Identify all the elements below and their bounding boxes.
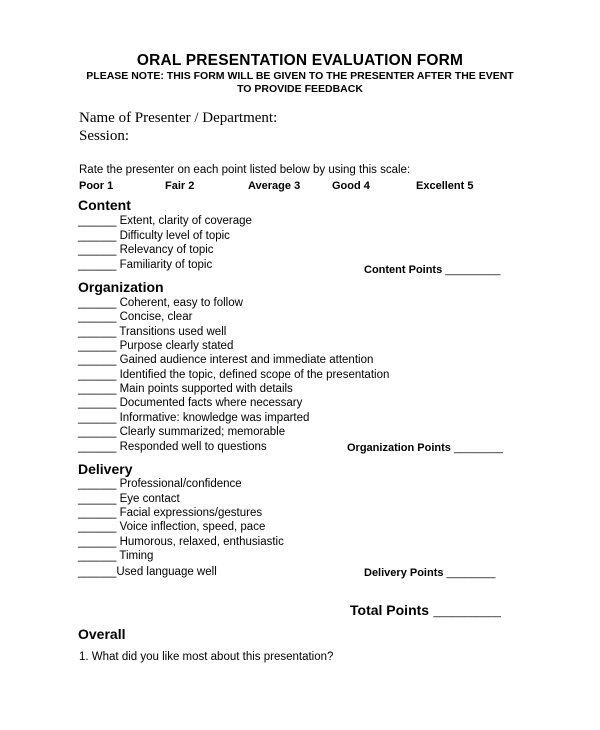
organization-item[interactable]: ______ Concise, clear [78, 311, 193, 323]
delivery-item[interactable]: ______ Facial expressions/gestures [78, 507, 263, 519]
organization-item[interactable]: ______ Main points supported with details [78, 383, 293, 395]
total-points-label: Total Points [350, 602, 430, 618]
content-heading: Content [78, 197, 131, 213]
delivery-item[interactable]: ______Used language well [78, 566, 217, 578]
scale-good: Good 4 [332, 180, 370, 192]
overall-heading: Overall [78, 626, 126, 642]
delivery-item[interactable]: ______ Voice inflection, speed, pace [78, 521, 266, 533]
content-item[interactable]: ______ Difficulty level of topic [78, 230, 230, 242]
delivery-points[interactable] [364, 567, 496, 579]
organization-item[interactable]: ______ Documented facts where necessary [78, 397, 303, 409]
organization-item[interactable]: ______ Coherent, easy to follow [78, 297, 243, 309]
content-item[interactable]: ______ Familiarity of topic [78, 259, 213, 271]
note-line-2: TO PROVIDE FEEDBACK [237, 83, 363, 95]
organization-heading: Organization [78, 279, 164, 295]
organization-item[interactable]: ______ Gained audience interest and immediate attention [78, 354, 374, 366]
organization-points-label: Organization Points [347, 442, 451, 454]
organization-item[interactable]: ______ Transitions used well [78, 326, 227, 338]
delivery-item[interactable]: ______ Professional/confidence [78, 478, 242, 490]
session-field[interactable]: Session: [79, 128, 130, 144]
organization-item[interactable]: ______ Identified the topic, defined scope of the presentation [78, 369, 390, 381]
note-line-1: PLEASE NOTE: THIS FORM WILL BE GIVEN TO THE PRESENTER AFTER THE EVENT [86, 70, 514, 82]
organization-item[interactable]: ______ Purpose clearly stated [78, 340, 234, 352]
delivery-points-blank[interactable]: ________ [446, 567, 496, 579]
content-item[interactable]: ______ Extent, clarity of coverage [78, 215, 252, 227]
delivery-item[interactable]: ______ Timing [78, 550, 154, 562]
delivery-item[interactable]: ______ Eye contact [78, 493, 180, 505]
content-points-label: Content Points [364, 264, 443, 276]
presenter-field[interactable]: Name of Presenter / Department: [79, 110, 278, 126]
organization-item[interactable]: ______ Responded well to questions [78, 441, 267, 453]
scale-intro: Rate the presenter on each point listed below by using this scale: [79, 164, 411, 176]
organization-points[interactable] [347, 442, 503, 454]
scale-fair: Fair 2 [165, 180, 195, 192]
organization-points-blank[interactable]: ________ [453, 442, 503, 454]
scale-average: Average 3 [248, 180, 301, 192]
content-points[interactable] [364, 264, 500, 276]
organization-item[interactable]: ______ Clearly summarized; memorable [78, 426, 286, 438]
delivery-points-label: Delivery Points [364, 567, 444, 579]
delivery-heading: Delivery [78, 461, 133, 477]
content-item[interactable]: ______ Relevancy of topic [78, 244, 214, 256]
form-title: ORAL PRESENTATION EVALUATION FORM [136, 52, 464, 69]
scale-excellent: Excellent 5 [416, 180, 474, 192]
organization-item[interactable]: ______ Informative: knowledge was imparted [78, 412, 310, 424]
overall-question-1: 1. What did you like most about this presentation? [79, 651, 334, 663]
total-points-blank[interactable]: ___________ [433, 606, 501, 618]
content-points-blank[interactable]: _________ [445, 264, 501, 276]
scale-poor: Poor 1 [79, 180, 114, 192]
total-points[interactable] [350, 602, 501, 620]
delivery-item[interactable]: ______ Humorous, relaxed, enthusiastic [78, 536, 284, 548]
